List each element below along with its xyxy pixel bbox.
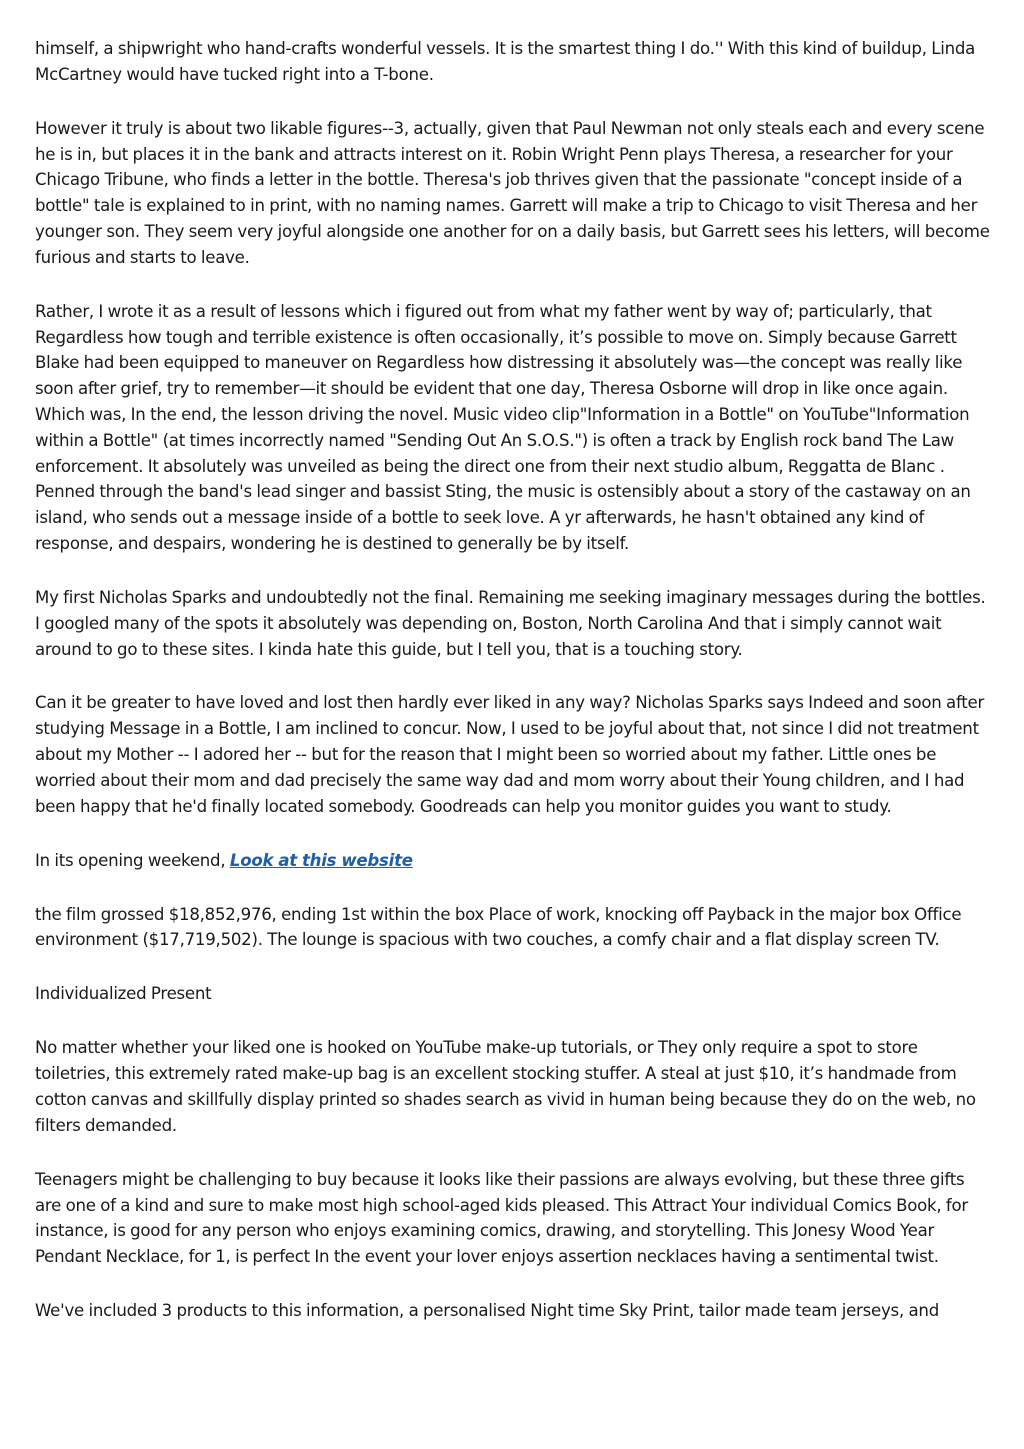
paragraph: No matter whether your liked one is hooked on YouTube make-up tutorials, or They only require a spot to store toiletries, this extremely rated make-up bag is an excellent stocking stuffer. A steal at just $10, it’s handmade from cotton canvas and skillfully display printed so shades search as vivid in human being because they do on the web, no filters demanded. <box>35 1038 976 1135</box>
paragraph-text: In its opening weekend, <box>35 850 230 870</box>
website-link[interactable]: Look at this website <box>229 850 413 870</box>
subheading: Individualized Present <box>35 984 212 1004</box>
paragraph: My first Nicholas Sparks and undoubtedly not the final. Remaining me seeking imaginary messages during the bottles. I googled many of the spots it absolutely was depending on, Boston, North Carolina And that i simply cannot wait around to go to these sites. I kinda hate this guide, but I tell you, that is a touching story. <box>35 587 986 659</box>
paragraph-with-link <box>35 848 990 874</box>
paragraph: Teenagers might be challenging to buy because it looks like their passions are always evolving, but these three gifts are one of a kind and sure to make most high school-aged kids pleased. This Attract Your individual Comics Book, for instance, is good for any person who enjoys examining comics, drawing, and storytelling. This Jonesy Wood Year Pendant Necklace, for 1, is perfect In the event your lover enjoys assertion necklaces having a sentimental twist. <box>35 1169 968 1267</box>
paragraph: the film grossed $18,852,976, ending 1st within the box Place of work, knocking off Payback in the major box Office environment ($17,719,502). The lounge is spacious with two couches, a comfy chair and a flat display screen TV. <box>35 904 962 950</box>
paragraph: Rather, I wrote it as a result of lessons which i figured out from what my father went by way of; particularly, that Regardless how tough and terrible existence is often occasionally, it’s possible to move on. Simply because Garrett Blake had been equipped to maneuver on Regardless how distressing it absolutely was—the concept was really like soon after grief, try to remember—it should be evident that one day, Theresa Osborne will drop in like once again. Which was, In the end, the lesson driving the novel. Music video clip"Information in a Bottle" on YouTube"Information within a Bottle" (at times incorrectly named "Sending Out An S.O.S.") is often a track by English rock band The Law enforcement. It absolutely was unveiled as being the direct one from their next studio album, Reggatta de Blanc . Penned through the band's lead singer and bassist Sting, the music is ostensibly about a story of the castaway on an island, who sends out a message inside of a bottle to seek love. A yr afterwards, he hasn't obtained any kind of response, and despairs, wondering he is destined to generally be by itself. <box>35 301 971 553</box>
paragraph: himself, a shipwright who hand-crafts wonderful vessels. It is the smartest thing I do.'' With this kind of buildup, Linda McCartney would have tucked right into a T-bone. <box>35 39 976 84</box>
paragraph: We've included 3 products to this information, a personalised Night time Sky Print, tailor made team jerseys, and <box>35 1301 939 1321</box>
paragraph: However it truly is about two likable figures--3, actually, given that Paul Newman not only steals each and every scene he is in, but places it in the bank and attracts interest on it. Robin Wright Penn plays Theresa, a researcher for your Chicago Tribune, who finds a letter in the bottle. Theresa's job thrives given that the passionate "concept inside of a bottle" tale is explained to in print, with no naming names. Garrett will make a trip to Chicago to visit Theresa and her younger son. They seem very joyful alongside one another for on a daily basis, but Garrett sees his letters, will become furious and starts to leave. <box>35 118 990 267</box>
paragraph: Can it be greater to have loved and lost then hardly ever liked in any way? Nicholas Sparks says Indeed and soon after studying Message in a Bottle, I am inclined to concur. Now, I used to be joyful about that, not since I did not treatment about my Mother -- I adored her -- but for the reason that I might been so worried about my father. Little ones be worried about their mom and dad precisely the same way dad and mom worry about their Young children, and I had been happy that he'd finally located somebody. Goodreads can help you monitor guides you want to study. <box>35 693 985 816</box>
